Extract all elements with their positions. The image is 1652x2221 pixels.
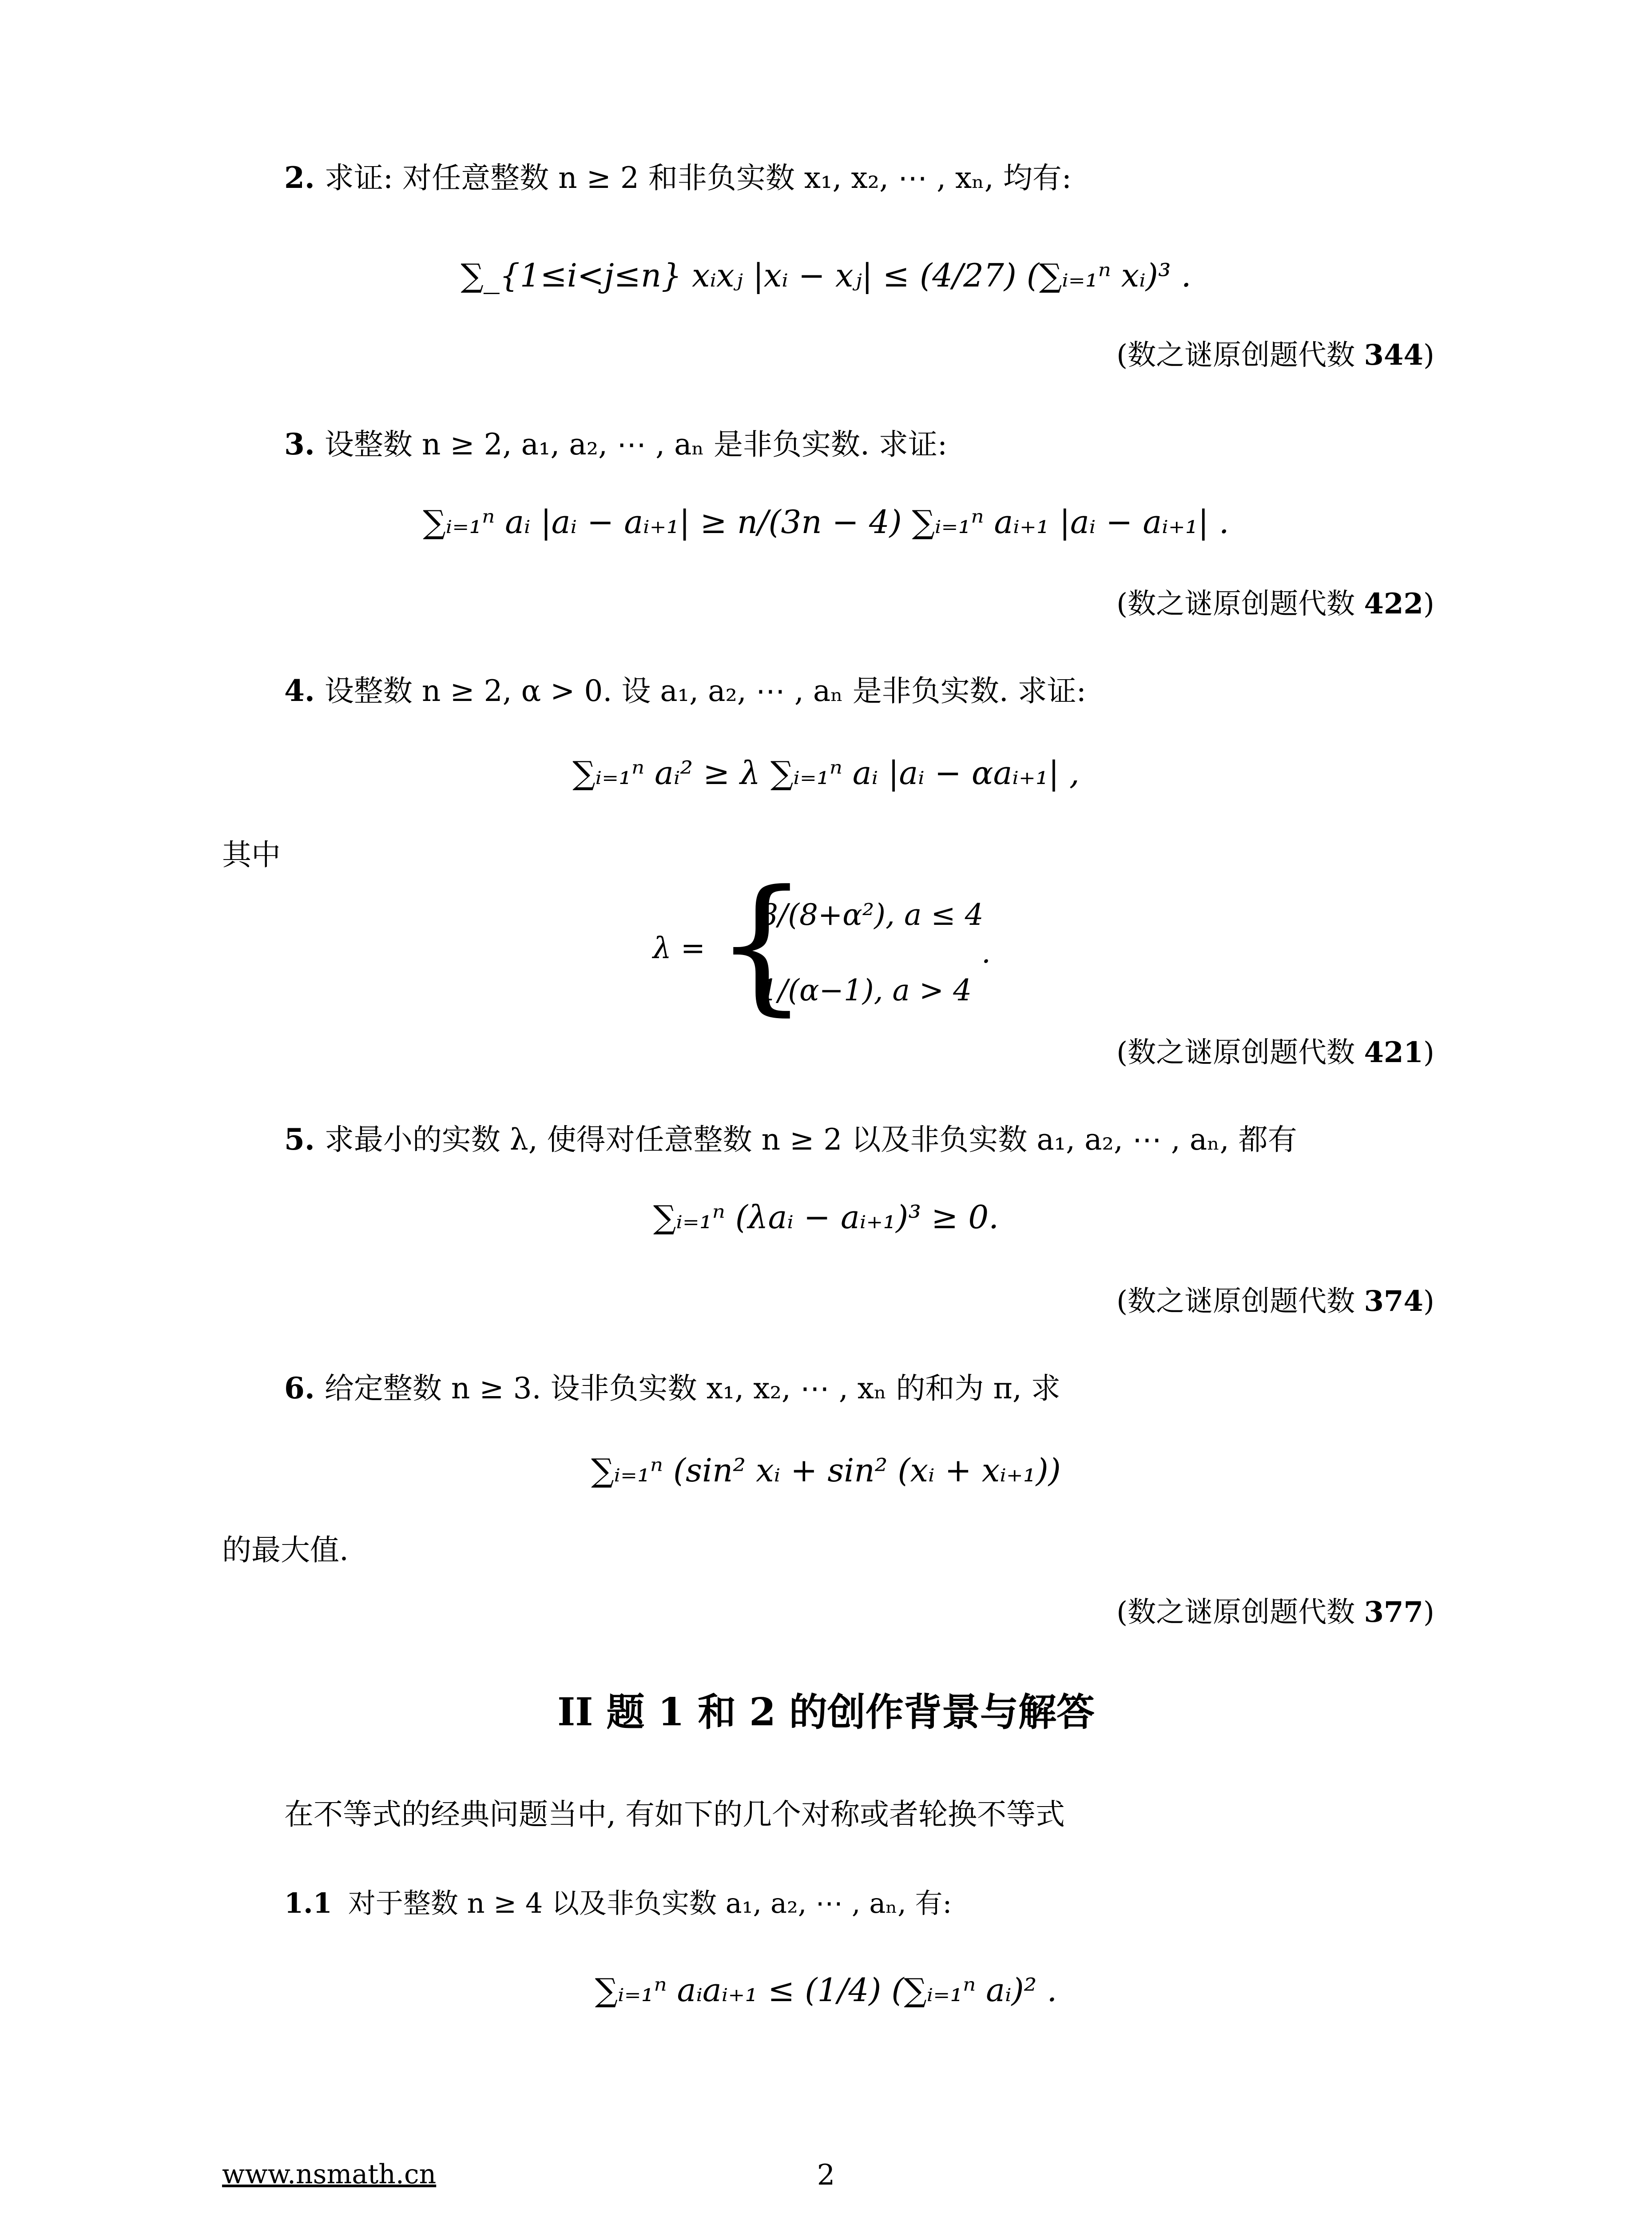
problem-text: 设整数 n ≥ 2, a₁, a₂, ⋯ , aₙ 是非负实数. 求证: [324,427,948,462]
source-prefix: (数之谜原创题代数 [1116,588,1364,621]
item-1-1-statement [284,1883,952,1923]
problem-5-formula: ∑ᵢ₌₁ⁿ (λaᵢ − aᵢ₊₁)³ ≥ 0. [653,1198,999,1236]
problem-text: 给定整数 n ≥ 3. 设非负实数 x₁, x₂, ⋯ , xₙ 的和为 π, 求 [324,1371,1060,1405]
problem-2-formula: ∑_{1≤i<j≤n} xᵢxⱼ |xᵢ − xⱼ| ≤ (4/27) (∑ᵢ₌₁ⁿ xᵢ)³ . [461,257,1191,294]
problem-3-statement [284,424,1439,465]
problem-number: 6. [284,1371,315,1405]
item-1-1-formula: ∑ᵢ₌₁ⁿ aᵢaᵢ₊₁ ≤ (1/4) (∑ᵢ₌₁ⁿ aᵢ)² . [595,1971,1057,2009]
left-brace: { [715,859,808,1029]
source-prefix: (数之谜原创题代数 [1116,339,1364,372]
problem-5-statement [284,1119,1439,1160]
source-suffix: ) [1423,1285,1434,1318]
source-number: 377 [1364,1596,1424,1629]
problem-4-formula: ∑ᵢ₌₁ⁿ aᵢ² ≥ λ ∑ᵢ₌₁ⁿ aᵢ |aᵢ − αaᵢ₊₁| , [572,754,1080,792]
problem-text: 求最小的实数 λ, 使得对任意整数 n ≥ 2 以及非负实数 a₁, a₂, ⋯ , aₙ, 都有 [324,1122,1297,1157]
item-number: 1.1 [284,1887,332,1919]
problem-4-source [1116,1035,1434,1071]
problem-4-statement [284,671,1439,711]
problem-3-source [1116,586,1434,622]
page-number: 2 [817,2159,835,2192]
source-number: 374 [1364,1285,1424,1318]
problem-text: 设整数 n ≥ 2, α > 0. 设 a₁, a₂, ⋯ , aₙ 是非负实数. 求证: [324,674,1086,708]
problem-number: 3. [284,427,315,462]
problem-2-source [1116,338,1434,373]
problem-number: 5. [284,1122,315,1157]
item-text: 对于整数 n ≥ 4 以及非负实数 a₁, a₂, ⋯ , aₙ, 有: [348,1887,952,1919]
problem-text: 求证: 对任意整数 n ≥ 2 和非负实数 x₁, x₂, ⋯ , xₙ, 均有: [324,161,1072,195]
lambda-case-2: 1/(α−1), a > 4 [759,973,972,1007]
section-heading: II 题 1 和 2 的创作背景与解答 [557,1690,1095,1735]
source-number: 421 [1364,1036,1424,1069]
problem-number: 4. [284,673,315,708]
source-suffix: ) [1423,339,1434,372]
footer-link[interactable]: www.nsmath.cn [222,2159,437,2190]
problem-6-statement [284,1368,1439,1409]
problem-6-tail: 的最大值. [222,1533,349,1567]
source-suffix: ) [1423,588,1434,621]
source-suffix: ) [1423,1596,1434,1629]
problem-6-formula: ∑ᵢ₌₁ⁿ (sin² xᵢ + sin² (xᵢ + xᵢ₊₁)) [591,1452,1061,1489]
section-intro: 在不等式的经典问题当中, 有如下的几个对称或者轮换不等式 [284,1797,1065,1831]
problem-2-statement [284,158,1439,198]
problem-6-source [1116,1595,1434,1630]
source-prefix: (数之谜原创题代数 [1116,1285,1364,1318]
lambda-period: . [981,935,991,970]
problem-4-where: 其中 [222,838,281,872]
problem-number: 2. [284,160,315,195]
lambda-lhs: λ = [653,931,706,965]
source-number: 422 [1364,587,1424,621]
source-number: 344 [1364,338,1424,372]
problem-3-formula: ∑ᵢ₌₁ⁿ aᵢ |aᵢ − aᵢ₊₁| ≥ n/(3n − 4) ∑ᵢ₌₁ⁿ aᵢ₊₁ |aᵢ − aᵢ₊₁| . [423,503,1229,541]
lambda-case-1: 8/(8+α²), a ≤ 4 [759,898,984,932]
source-prefix: (数之谜原创题代数 [1116,1036,1364,1069]
problem-5-source [1116,1284,1434,1319]
source-suffix: ) [1423,1036,1434,1069]
source-prefix: (数之谜原创题代数 [1116,1596,1364,1629]
